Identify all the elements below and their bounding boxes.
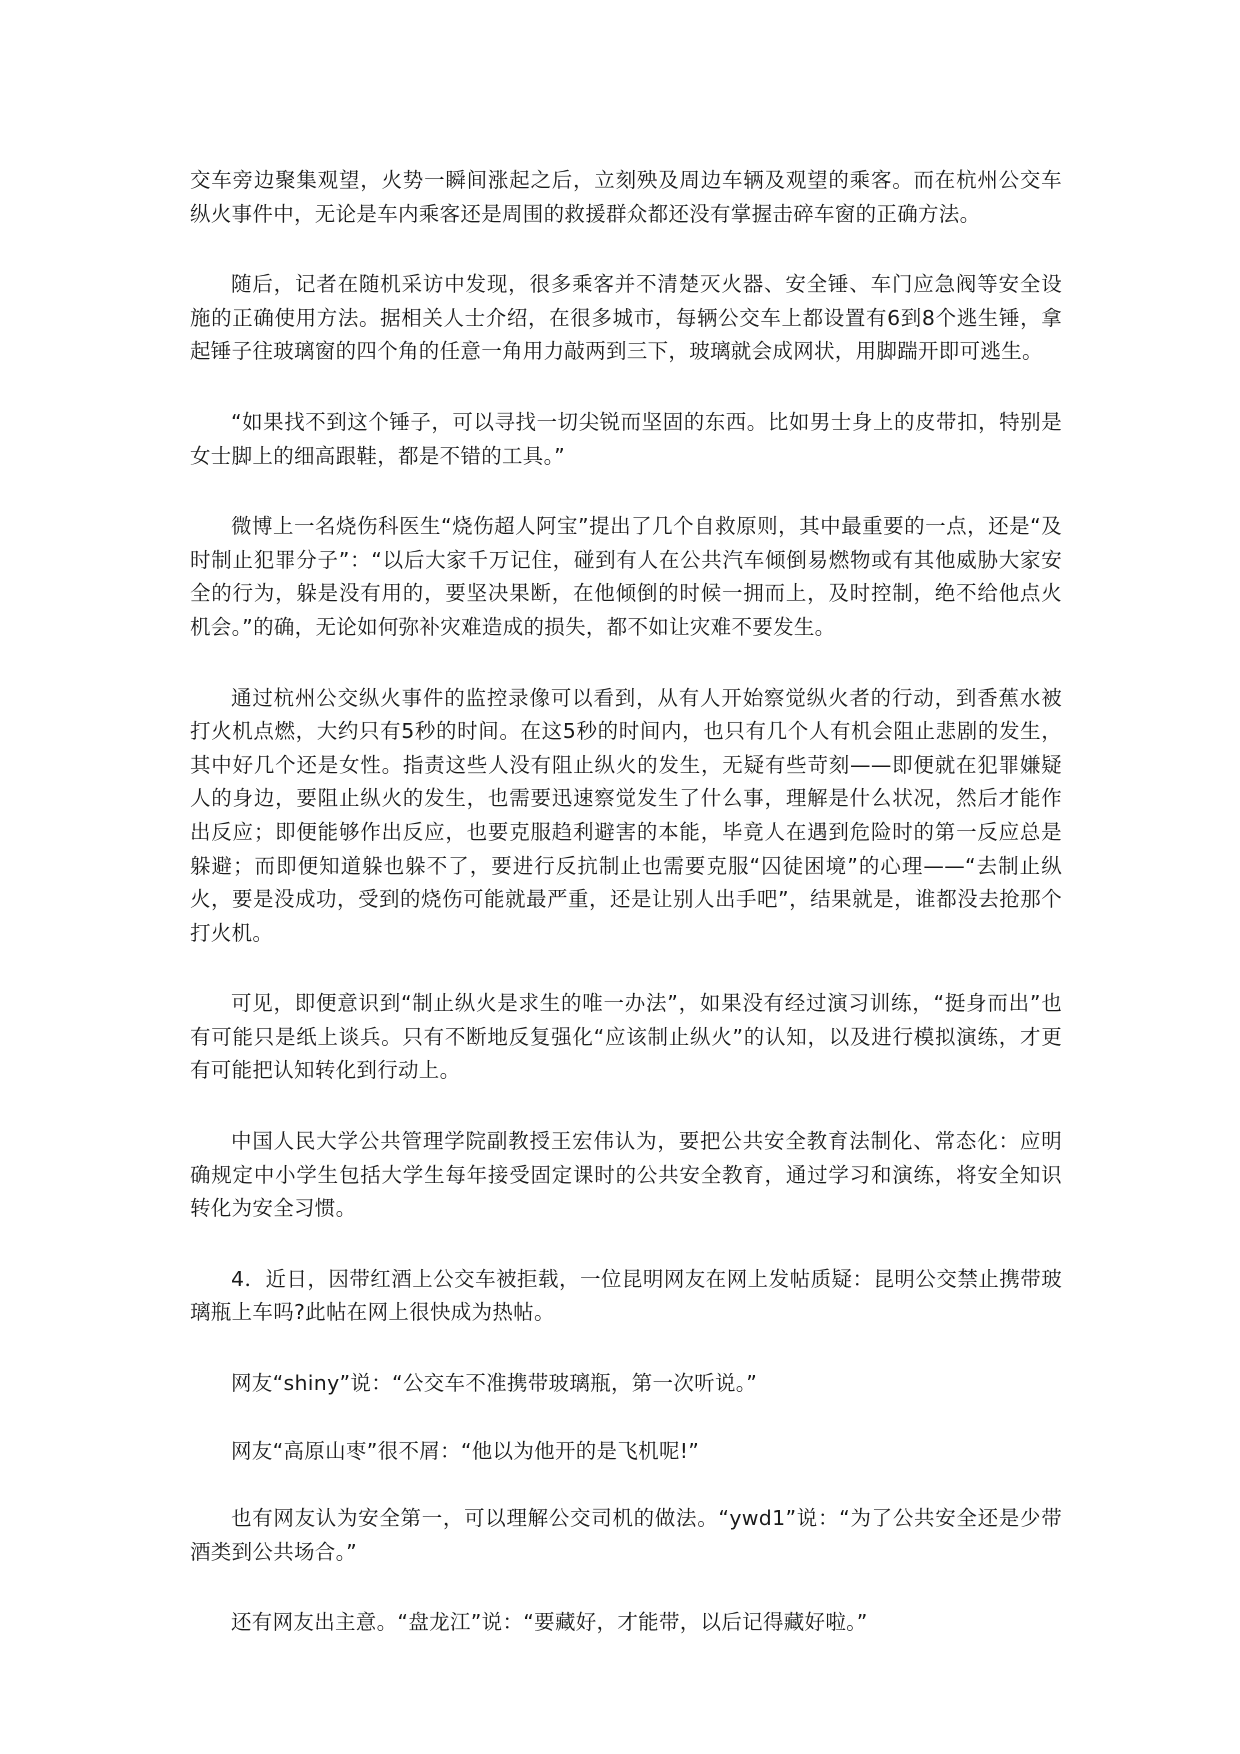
paragraph-netizen-panlongjiang: 还有网友出主意。“盘龙江”说：“要藏好，才能带，以后记得藏好啦。” [231,1610,868,1635]
paragraph-netizen-gaoyuan: 网友“高原山枣”很不屑：“他以为他开的是飞机呢!” [231,1438,700,1463]
paragraph-netizen-shiny: 网友“shiny”说：“公交车不准携带玻璃瓶，第一次听说。” [231,1371,758,1396]
paragraph-netizen-ywd1: 也有网友认为安全第一，可以理解公交司机的做法。“ywd1”说：“为了公共安全还是少带酒类到公共场合。” [190,1506,1062,1564]
paragraph-drill: 可见，即便意识到“制止纵火是求生的唯一办法”，如果没有经过演习训练，“挺身而出”也有可能只是纸上谈兵。只有不断地反复强化“应该制止纵火”的认知，以及进行模拟演练，才更有可能把认知转化到行动上。 [190,991,1062,1083]
paragraph-surveillance: 通过杭州公交纵火事件的监控录像可以看到，从有人开始察觉纵火者的行动，到香蕉水被打火机点燃，大约只有5秒的时间。在这5秒的时间内，也只有几个人有机会阻止悲剧的发生，其中好几个还是女性。指责这些人没有阻止纵火的发生，无疑有些苛刻——即便就在犯罪嫌疑人的身边，要阻止纵火的发生，也需要迅速察觉发生了什么事，理解是什么状况，然后才能作出反应；即便能够作出反应，也要克服趋利避害的本能，毕竟人在遇到危险时的第一反应总是躲避；而即便知道躲也躲不了，要进行反抗制止也需要克服“囚徒困境”的心理——“去制止纵火，要是没成功，受到的烧伤可能就最严重，还是让别人出手吧”，结果就是，谁都没去抢那个打火机。 [190,685,1062,945]
paragraph-professor: 中国人民大学公共管理学院副教授王宏伟认为，要把公共安全教育法制化、常态化：应明确规定中小学生包括大学生每年接受固定课时的公共安全教育，通过学习和演练，将安全知识转化为安全习惯。 [190,1129,1062,1221]
paragraph-quote-tools: “如果找不到这个锤子，可以寻找一切尖锐而坚固的东西。比如男士身上的皮带扣，特别是女士脚上的细高跟鞋，都是不错的工具。” [190,409,1062,468]
paragraph-continuation: 交车旁边聚集观望，火势一瞬间涨起之后，立刻殃及周边车辆及观望的乘客。而在杭州公交车纵火事件中，无论是车内乘客还是周围的救援群众都还没有掌握击碎车窗的正确方法。 [190,168,1062,226]
paragraph-weibo-doctor: 微博上一名烧伤科医生“烧伤超人阿宝”提出了几个自救原则，其中最重要的一点，还是“及时制止犯罪分子”：“以后大家千万记住，碰到有人在公共汽车倾倒易燃物或有其他威胁大家安全的行为，躲是没有用的，要坚决果断，在他倾倒的时候一拥而上，及时控制，绝不给他点火机会。”的确，无论如何弥补灾难造成的损失，都不如让灾难不要发生。 [190,514,1062,639]
paragraph-kunming: 4．近日，因带红酒上公交车被拒载，一位昆明网友在网上发帖质疑：昆明公交禁止携带玻璃瓶上车吗?此帖在网上很快成为热帖。 [190,1266,1062,1325]
paragraph-survey: 随后，记者在随机采访中发现，很多乘客并不清楚灭火器、安全锤、车门应急阀等安全设施的正确使用方法。据相关人士介绍，在很多城市，每辆公交车上都设置有6到8个逃生锤，拿起锤子往玻璃窗的四个角的任意一角用力敲两到三下，玻璃就会成网状，用脚踹开即可逃生。 [190,272,1062,364]
